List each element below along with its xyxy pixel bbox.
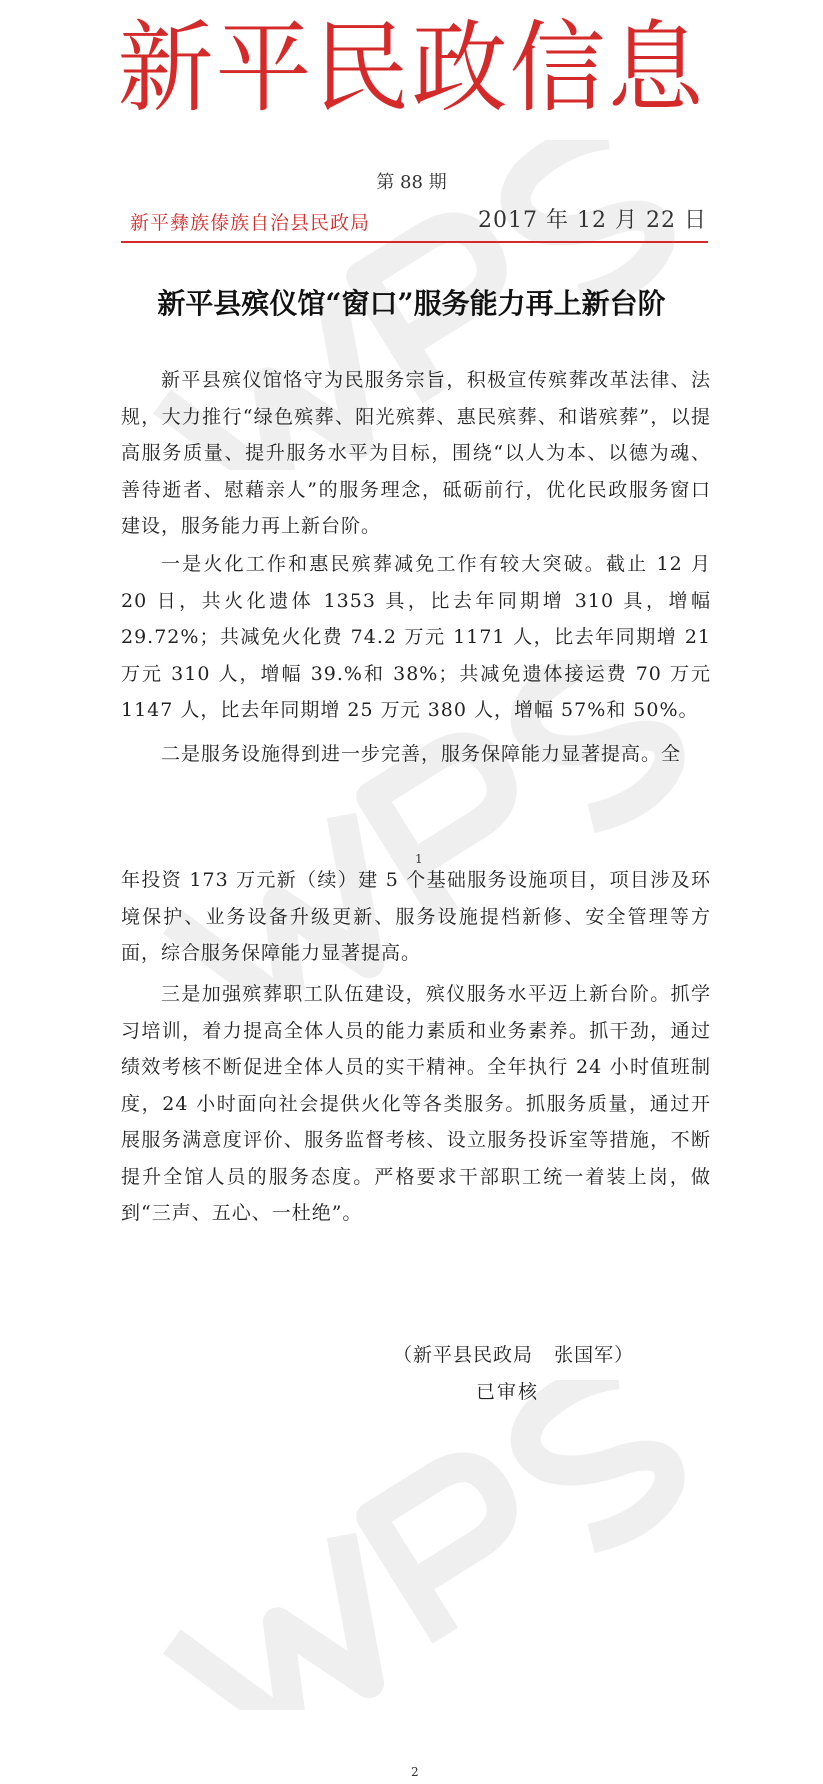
article-title: 新平县殡仪馆“窗口”服务能力再上新台阶 <box>157 287 666 320</box>
issue-number: 第 88 期 <box>376 172 447 193</box>
page-number: 2 <box>411 1765 419 1779</box>
wps-watermark <box>120 1380 740 1710</box>
issue-date: 2017 年 12 月 22 日 <box>478 208 707 233</box>
masthead-title: 新平民政信息 <box>117 10 706 126</box>
article-paragraph: 年投资 173 万元新（续）建 5 个基础服务设施项目，项目涉及环境保护、业务设备升级更新、服务设施提档新修、安全管理等方面，综合服务保障能力显著提高。 <box>121 869 711 964</box>
article-paragraph: 三是加强殡葬职工队伍建设，殡仪服务水平迈上新台阶。抓学习培训，着力提高全体人员的能力素质和业务素养。抓干劲，通过绩效考核不断促进全体人员的实干精神。全年执行 24 小时值班制度，24 小时面向社会提供火化等各类服务。抓服务质量，通过开展服务满意度评价、服务监督考核、设立服务投诉室等措施，不断提升全馆人员的服务态度。严格要求干部职工统一着装上岗，做到“三声、五心、一杜绝”。 <box>121 983 711 1224</box>
article-paragraph: 新平县殡仪馆恪守为民服务宗旨，积极宣传殡葬改革法律、法规，大力推行“绿色殡葬、阳光殡葬、惠民殡葬、和谐殡葬”，以提高服务质量、提升服务水平为目标，围绕“以人为本、以德为魂、善待逝者、慰藉亲人”的服务理念，砥砺前行，优化民政服务窗口建设，服务能力再上新台阶。 <box>121 369 711 537</box>
article-paragraph: 一是火化工作和惠民殡葬减免工作有较大突破。截止 12 月 20 日，共火化遗体 1353 具，比去年同期增 310 具，增幅 29.72%；共减免火化费 74.2 万元 1171 人，比去年同期增 21 万元 310 人，增幅 39.%和 38%；共减免遗体接运费 70 万元 1147 人，比去年同期增 25 万元 380 人，增幅 57%和 50%。 <box>121 553 711 721</box>
issuing-organization: 新平彝族傣族自治县民政局 <box>130 212 371 234</box>
article-paragraph: 二是服务设施得到进一步完善，服务保障能力显著提高。全 <box>161 743 682 765</box>
header-divider <box>121 241 708 243</box>
page-number: 1 <box>415 852 423 866</box>
review-status: 已审核 <box>476 1381 540 1403</box>
author-signature: （新平县民政局 张国军） <box>393 1344 635 1366</box>
